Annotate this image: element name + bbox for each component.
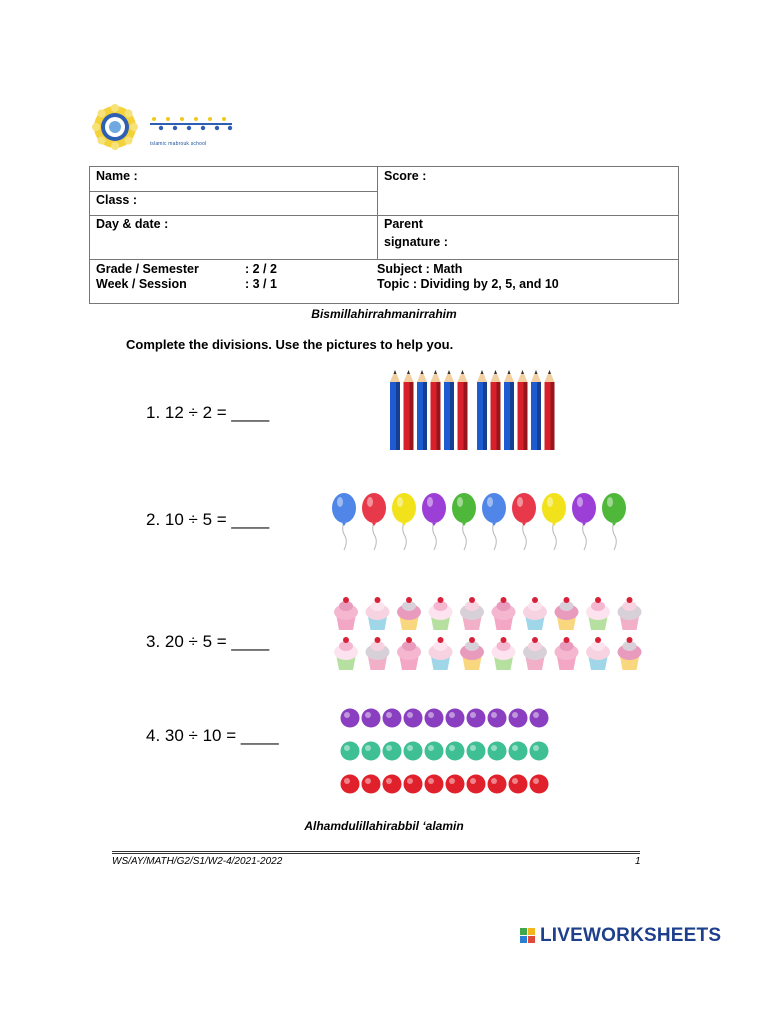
cupcake — [555, 637, 579, 670]
bead — [341, 742, 360, 761]
bead — [341, 775, 360, 794]
liveworksheets-icon — [520, 928, 536, 944]
bead — [467, 709, 486, 728]
school-logo-subtext: islamic mabrouk school — [150, 141, 207, 147]
problem-3: 3. 20 ÷ 5 = ____ — [146, 632, 270, 651]
bead — [425, 709, 444, 728]
bead — [383, 775, 402, 794]
balloon — [422, 493, 446, 550]
instruction-text: Complete the divisions. Use the pictures to help you. — [126, 337, 454, 352]
pencil — [444, 370, 454, 450]
pencil — [531, 370, 541, 450]
bead — [404, 742, 423, 761]
subject-label: Subject : Math — [377, 262, 463, 276]
name-label: Name : — [96, 169, 138, 183]
pencil — [417, 370, 427, 450]
footer-divider — [112, 851, 640, 852]
cupcakes-picture — [330, 596, 648, 670]
bead — [446, 775, 465, 794]
bead — [383, 709, 402, 728]
pencil — [477, 370, 487, 450]
problem-4: 4. 30 ÷ 10 = ____ — [146, 726, 279, 745]
bead — [530, 775, 549, 794]
bead — [425, 742, 444, 761]
balloon — [542, 493, 566, 550]
bead — [530, 709, 549, 728]
bead — [488, 775, 507, 794]
cupcake — [460, 637, 484, 670]
beads-picture — [340, 708, 556, 798]
cupcake — [618, 597, 642, 630]
liveworksheets-name: LIVEWORKSHEETS — [540, 925, 722, 946]
pencil — [458, 370, 468, 450]
cupcake — [397, 637, 421, 670]
pencil — [518, 370, 528, 450]
pencil — [504, 370, 514, 450]
balloon — [572, 493, 596, 550]
cupcake — [397, 597, 421, 630]
pencil — [404, 370, 414, 450]
problem-2: 2. 10 ÷ 5 = ____ — [146, 510, 270, 529]
bead — [383, 742, 402, 761]
page-number: 1 — [635, 856, 641, 867]
cupcake — [523, 637, 547, 670]
opening-prayer: Bismillahirrahmanirrahim — [311, 307, 457, 321]
balloon — [602, 493, 626, 550]
problem-1: 1. 12 ÷ 2 = ____ — [146, 403, 270, 422]
cupcake — [366, 637, 390, 670]
pencil — [491, 370, 501, 450]
bead — [488, 709, 507, 728]
cupcake — [586, 637, 610, 670]
bead — [362, 709, 381, 728]
bead — [467, 775, 486, 794]
day-date-label: Day & date : — [96, 217, 169, 231]
pencil — [390, 370, 400, 450]
bead — [509, 709, 528, 728]
bead — [362, 775, 381, 794]
bead — [404, 775, 423, 794]
balloon — [482, 493, 506, 550]
cupcake — [586, 597, 610, 630]
bead — [446, 742, 465, 761]
balloon — [392, 493, 416, 550]
week-session-value: : 3 / 1 — [245, 277, 277, 291]
cupcake — [555, 597, 579, 630]
bead — [425, 775, 444, 794]
balloon — [452, 493, 476, 550]
balloons-picture — [328, 490, 632, 556]
parent-label: Parent — [384, 217, 423, 231]
cupcake — [492, 597, 516, 630]
bead — [509, 742, 528, 761]
bead — [404, 709, 423, 728]
balloon — [362, 493, 386, 550]
pencils-picture — [388, 370, 564, 452]
bead — [530, 742, 549, 761]
cupcake — [429, 597, 453, 630]
score-label: Score : — [384, 169, 427, 183]
balloon — [512, 493, 536, 550]
cupcake — [523, 597, 547, 630]
cupcake — [334, 597, 358, 630]
school-name-logo-icon — [148, 114, 234, 134]
bead — [467, 742, 486, 761]
grade-semester-label: Grade / Semester — [96, 262, 199, 276]
footer-code: WS/AY/MATH/G2/S1/W2-4/2021-2022 — [112, 856, 283, 867]
signature-label: signature : — [384, 235, 448, 249]
school-emblem-icon — [92, 104, 138, 150]
bead — [488, 742, 507, 761]
cupcake — [460, 597, 484, 630]
cupcake — [492, 637, 516, 670]
pencil — [545, 370, 555, 450]
week-session-label: Week / Session — [96, 277, 187, 291]
balloon — [332, 493, 356, 550]
cupcake — [429, 637, 453, 670]
bead — [446, 709, 465, 728]
footer-divider-2 — [112, 853, 640, 854]
closing-prayer: Alhamdulillahirabbil ‘alamin — [304, 819, 464, 833]
cupcake — [334, 637, 358, 670]
grade-semester-value: : 2 / 2 — [245, 262, 277, 276]
topic-label: Topic : Dividing by 2, 5, and 10 — [377, 277, 559, 291]
bead — [509, 775, 528, 794]
cupcake — [618, 637, 642, 670]
liveworksheets-logo[interactable] — [520, 926, 721, 946]
bead — [341, 709, 360, 728]
pencil — [431, 370, 441, 450]
student-info-table — [89, 166, 679, 304]
class-label: Class : — [96, 193, 137, 207]
bead — [362, 742, 381, 761]
cupcake — [366, 597, 390, 630]
